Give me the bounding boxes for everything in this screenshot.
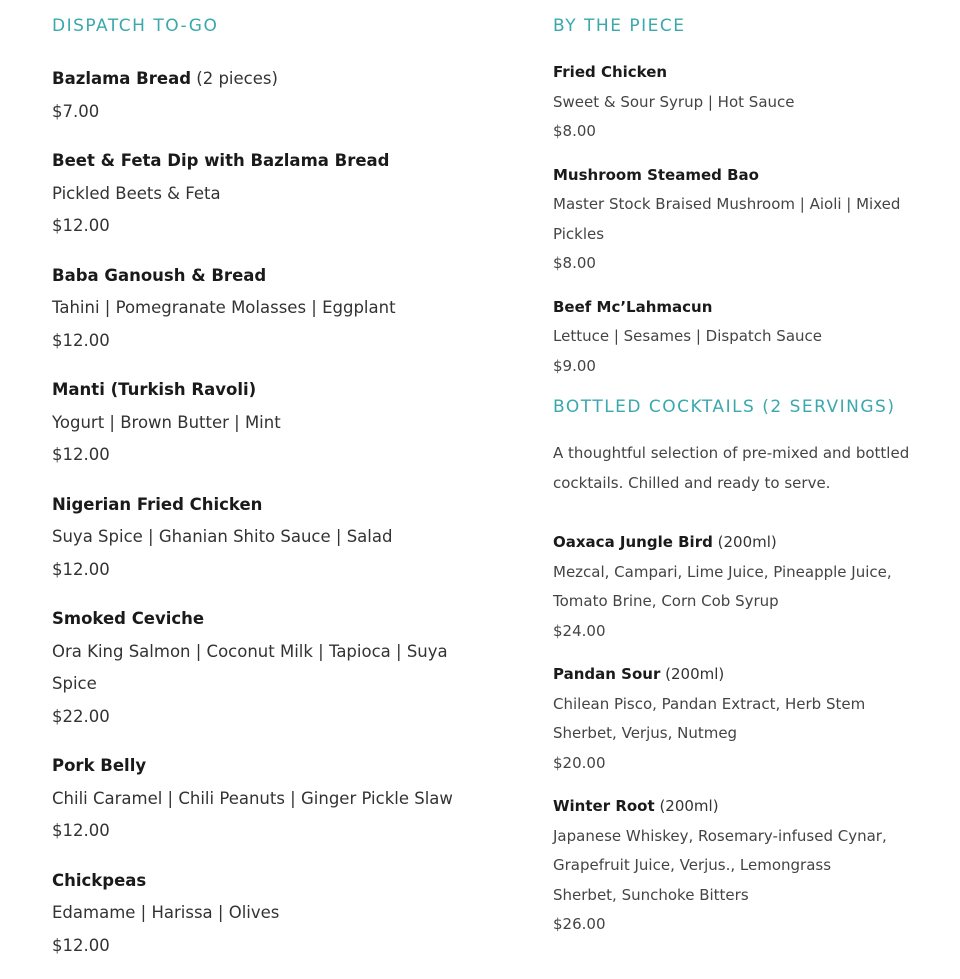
menu-item <box>553 660 923 778</box>
item-price: $12.00 <box>52 445 110 464</box>
item-price: $7.00 <box>52 101 100 121</box>
item-name: Mushroom Steamed Bao <box>553 165 759 184</box>
menu-item <box>52 489 492 587</box>
menu-item <box>553 792 923 940</box>
item-name: Bazlama Bread <box>52 69 192 88</box>
item-description: Edamame | Harissa | Olives <box>52 903 280 922</box>
menu-item <box>553 293 923 382</box>
item-description: Pickled Beets & Feta <box>52 183 221 203</box>
item-price: $9.00 <box>553 356 596 375</box>
item-description: Mezcal, Campari, Lime Juice, Pineapple Juice, Tomato Brine, Corn Cob Syrup <box>553 562 892 610</box>
menu-item <box>52 63 492 128</box>
menu-item <box>52 374 492 472</box>
item-description: Yogurt | Brown Butter | Mint <box>52 412 281 432</box>
menu-item <box>52 865 492 963</box>
item-name: Winter Root <box>553 797 655 815</box>
item-price: $12.00 <box>52 935 110 955</box>
item-price: $24.00 <box>553 621 606 640</box>
item-name: Beef Mc’Lahmacun <box>553 297 713 316</box>
item-price: $12.00 <box>52 821 110 840</box>
item-name: Smoked Ceviche <box>52 609 205 628</box>
item-price: $20.00 <box>553 753 606 772</box>
item-price: $8.00 <box>553 122 596 140</box>
dispatch-to-go-column <box>52 14 492 979</box>
item-price: $8.00 <box>553 254 596 272</box>
item-description: Ora King Salmon | Coconut Milk | Tapioca | Suya Spice <box>52 641 448 693</box>
item-description: Sweet & Sour Syrup | Hot Sauce <box>553 92 795 111</box>
item-name: Nigerian Fried Chicken <box>52 494 263 514</box>
item-price: $12.00 <box>52 559 110 579</box>
item-name: Manti (Turkish Ravoli) <box>52 380 257 399</box>
item-description: Tahini | Pomegranate Molasses | Eggplant <box>52 298 396 317</box>
item-quantity: (200ml) <box>717 533 777 551</box>
item-price: $26.00 <box>553 915 606 933</box>
section-title-bottled-cocktails: BOTTLED COCKTAILS (2 SERVINGS) <box>553 397 896 417</box>
item-description: Chili Caramel | Chili Peanuts | Ginger Pickle Slaw <box>52 788 453 808</box>
item-quantity: (200ml) <box>659 797 719 815</box>
item-name: Baba Ganoush & Bread <box>52 265 267 285</box>
item-description: Suya Spice | Ghanian Shito Sauce | Salad <box>52 527 393 546</box>
by-the-piece-column <box>553 14 923 954</box>
item-description: Lettuce | Sesames | Dispatch Sauce <box>553 327 823 345</box>
menu-item <box>52 603 492 733</box>
menu-item <box>553 161 923 279</box>
item-name: Pandan Sour <box>553 665 661 683</box>
item-name: Pork Belly <box>52 756 147 775</box>
item-name: Chickpeas <box>52 870 147 890</box>
item-price: $12.00 <box>52 216 110 235</box>
item-description: Master Stock Braised Mushroom | Aioli | Mixed Pickles <box>553 195 901 243</box>
menu-item <box>553 58 923 147</box>
item-quantity: (200ml) <box>665 665 725 683</box>
section-title-by-the-piece: BY THE PIECE <box>553 16 686 36</box>
item-description: Chilean Pisco, Pandan Extract, Herb Stem Sherbet, Verjus, Nutmeg <box>553 694 866 742</box>
menu-item <box>52 145 492 243</box>
item-price: $22.00 <box>52 706 110 726</box>
section-title-dispatch-to-go: DISPATCH TO-GO <box>52 16 219 36</box>
item-name: Fried Chicken <box>553 63 668 81</box>
item-price: $12.00 <box>52 330 110 350</box>
item-description: Japanese Whiskey, Rosemary-infused Cynar, Grapefruit Juice, Verjus., Lemongrass Sherbet, Sunchoke Bitters <box>553 826 887 904</box>
cocktails-intro: A thoughtful selection of pre-mixed and bottled cocktails. Chilled and ready to serve. <box>553 444 910 492</box>
item-quantity: (2 pieces) <box>196 69 278 88</box>
menu-item <box>52 260 492 358</box>
menu-item <box>553 528 923 646</box>
item-name: Beet & Feta Dip with Bazlama Bread <box>52 151 390 170</box>
item-name: Oaxaca Jungle Bird <box>553 533 713 551</box>
bottled-cocktails-section <box>553 395 923 940</box>
menu-item <box>52 750 492 848</box>
